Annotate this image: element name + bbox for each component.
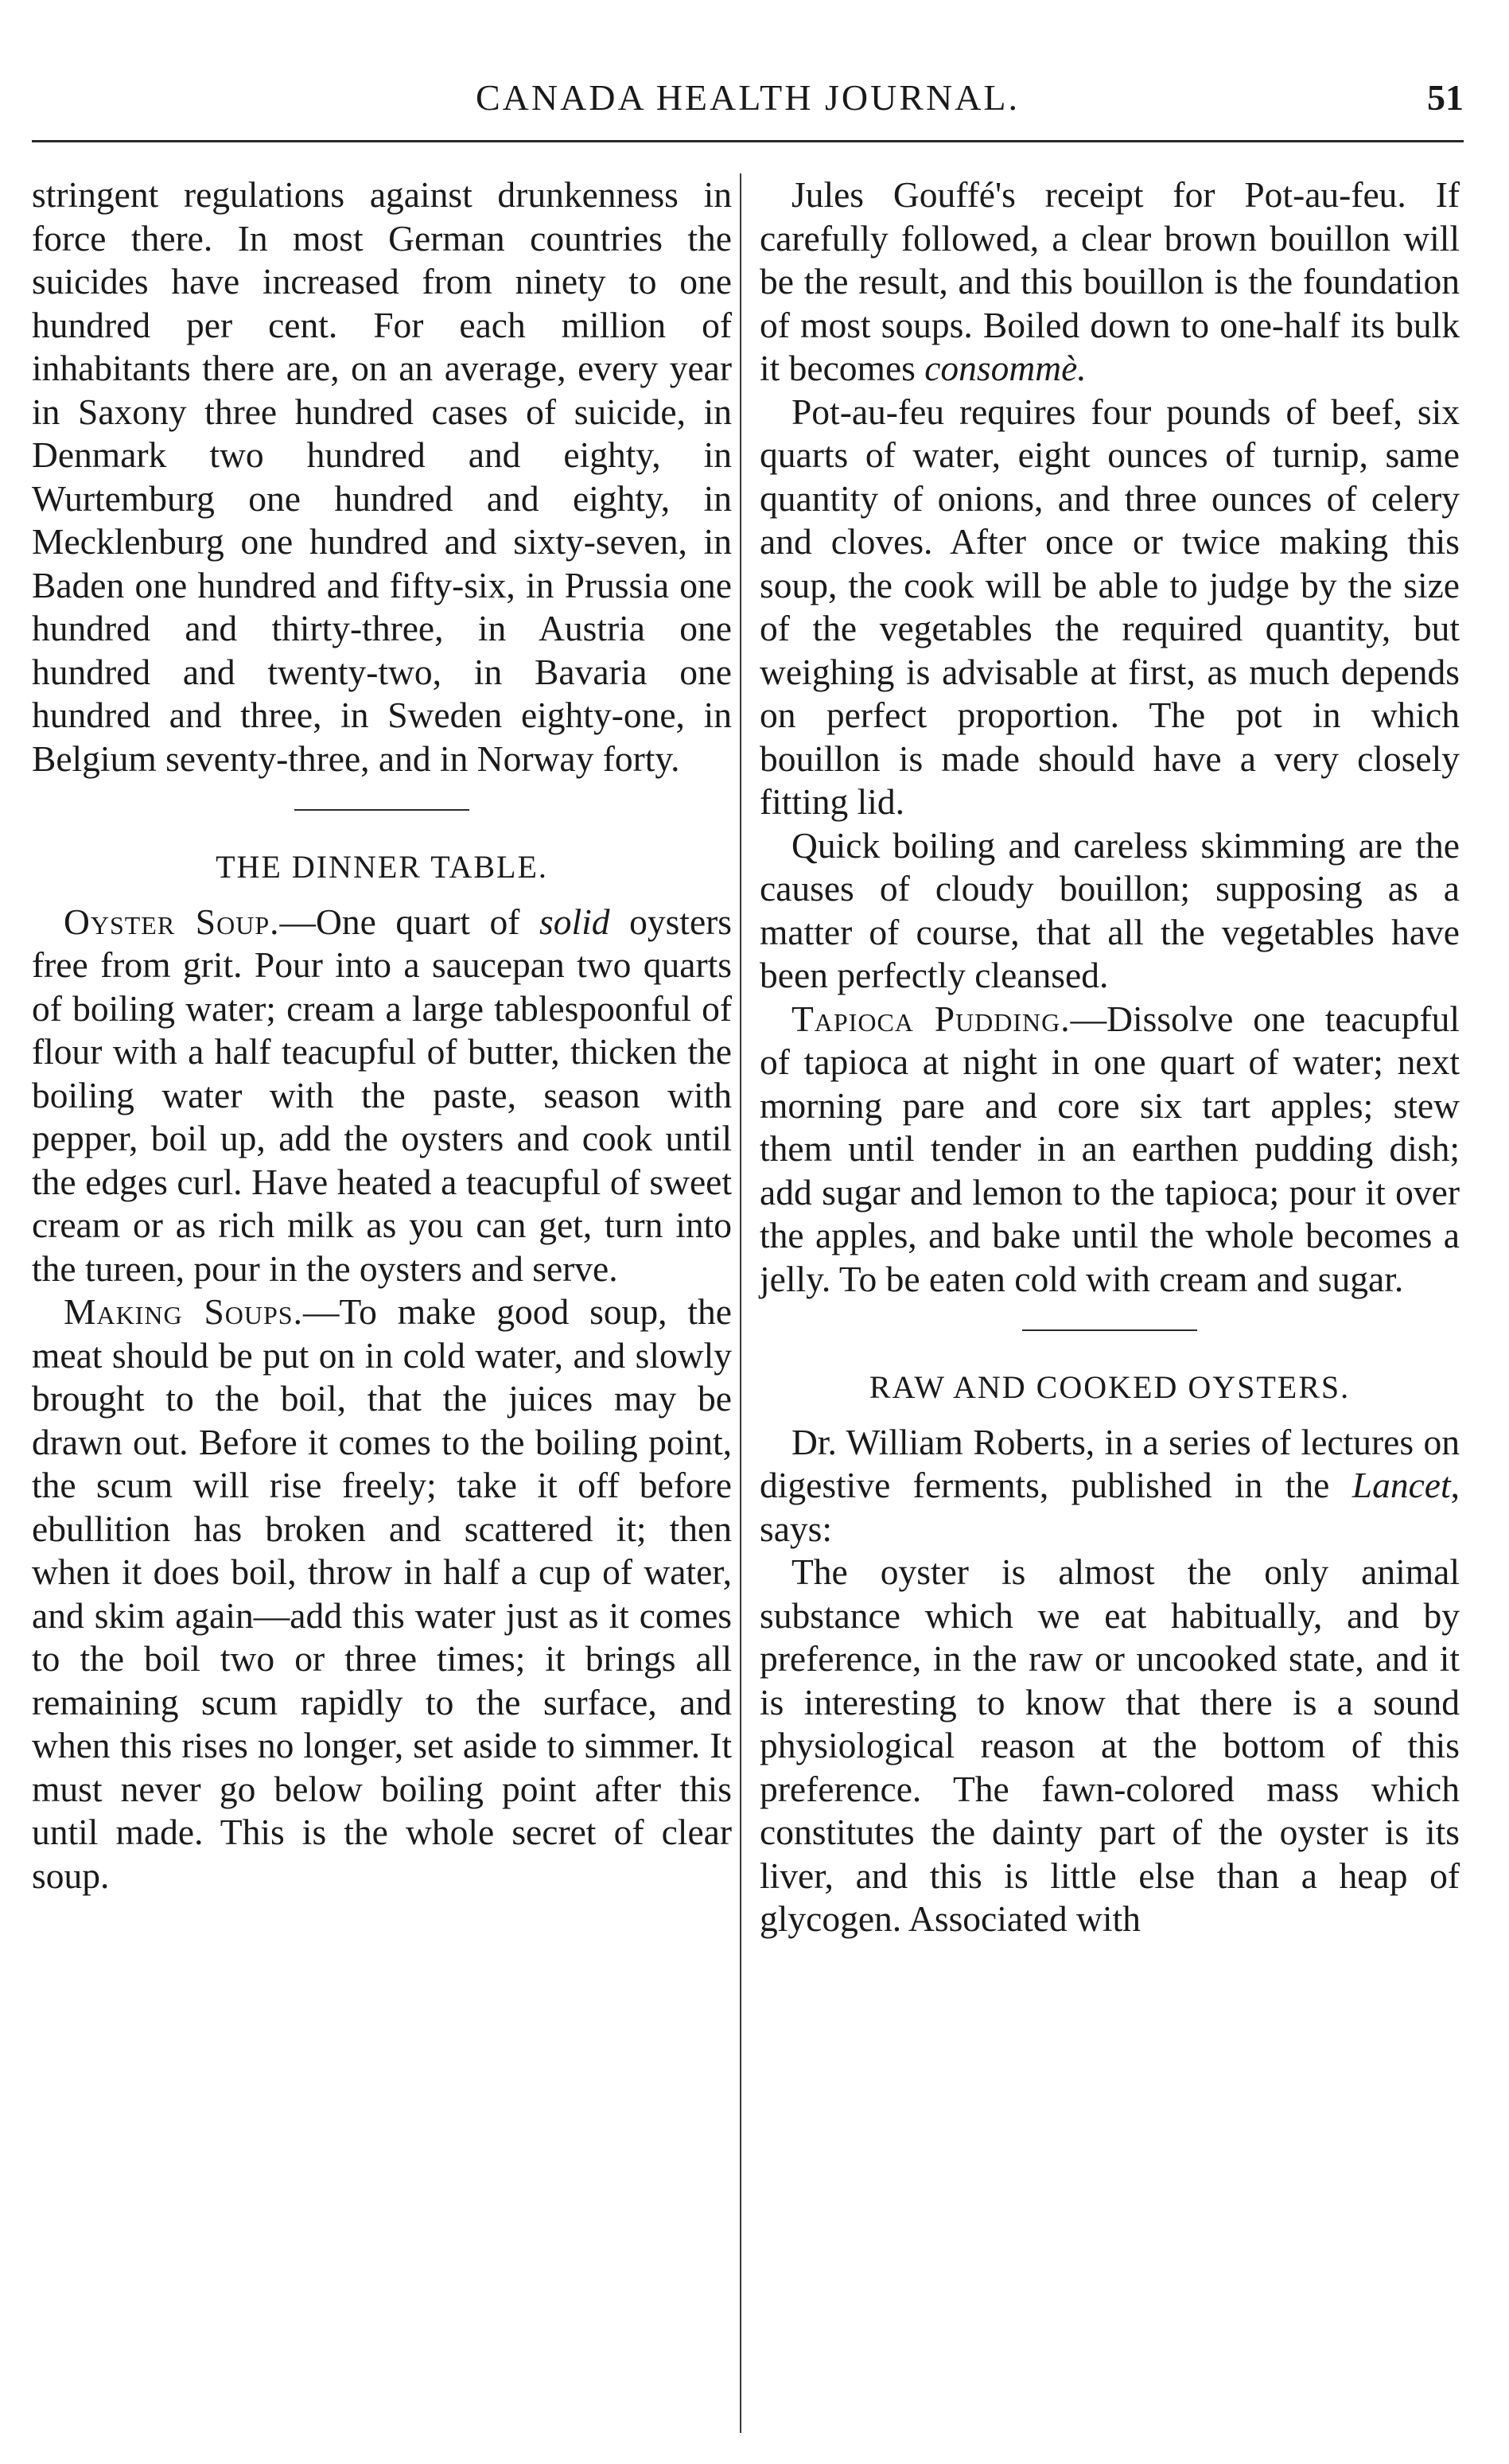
oyster-glycogen-paragraph: The oyster is almost the only animal substance which we eat habitually, and by preference, in the raw or uncooked state, and it is interesting to know that there is a sound physiological reason at the bottom of this preference. The fawn-colored mass which constitutes the dainty part of the oyster is its liver, and this is little else than a heap of glycogen. Associated with bbox=[760, 1551, 1460, 1939]
section-divider bbox=[1022, 1329, 1197, 1331]
oyster-soup-heading: Oyster Soup. bbox=[64, 901, 280, 942]
page-number: 51 bbox=[1427, 77, 1464, 118]
making-soups-recipe: Making Soups.—To make good soup, the meat should be put on in cold water, and slowly brought to the boil, that the juices may be drawn out. Before it comes to the boiling point, the scum will rise freely; take it off before ebullition has broken and scattered it; then when it does boil, throw in half a cup of water, and skim again—add this water just as it comes to the boil two or three times; it brings all remaining scum rapidly to the surface, and when this rises no longer, set aside to simmer. It must never go below boiling point after this until made. This is the whole secret of clear soup. bbox=[32, 1291, 732, 1896]
column-divider bbox=[740, 173, 741, 2433]
solid-emphasis: solid bbox=[539, 901, 610, 942]
bouillon-note: Quick boiling and careless skimming are the causes of cloudy bouillon; supposing as a matter of course, that all the vegetables have been perfectly cleansed. bbox=[760, 824, 1460, 995]
running-head bbox=[32, 76, 1464, 132]
journal-title: CANADA HEALTH JOURNAL. bbox=[475, 77, 1021, 118]
pot-au-feu-ingredients: Pot-au-feu requires four pounds of beef, six quarts of water, eight ounces of turnip, same quantity of onions, and three ounces of celery and cloves. After once or twice making this soup, the cook will be able to judge by the size of the vegetables the required quantity, but weighing is advisable at first, as much depends on perfect proportion. The pot in which bouillon is made should have a very closely fitting lid. bbox=[760, 391, 1460, 822]
suicide-statistics-paragraph: stringent regulations against drunkenness in force there. In most German countries the suicides have increased from ninety to one hundred per cent. For each million of inhabitants there are, on an average, every year in Saxony three hundred cases of suicide, in Denmark two hundred and eighty, in Wurtemburg one hundred and eighty, in Mecklenburg one hundred and sixty-seven, in Baden one hundred and fifty-six, in Prussia one hundred and thirty-three, in Austria one hundred and twenty-two, in Bavaria one hundred and three, in Sweden eighty-one, in Belgium seventy-three, and in Norway forty. bbox=[32, 174, 732, 779]
right-column bbox=[760, 173, 1460, 1941]
pot-au-feu-intro: Jules Gouffé's receipt for Pot-au-feu. If carefully followed, a clear brown bouillon will be the result, and this bouillon is the foundation of most soups. Boiled down to one-half its bulk it becomes consommè. bbox=[760, 174, 1460, 388]
header-rule bbox=[32, 140, 1464, 142]
section-divider bbox=[294, 809, 469, 811]
dinner-table-heading: THE DINNER TABLE. bbox=[216, 849, 548, 885]
left-column bbox=[32, 173, 732, 1898]
tapioca-pudding-heading: Tapioca Pudding. bbox=[791, 998, 1071, 1039]
roberts-intro: Dr. William Roberts, in a series of lectures on digestive ferments, published in the Lancet, says: bbox=[760, 1421, 1460, 1549]
lancet-emphasis: Lancet bbox=[1351, 1465, 1451, 1505]
making-soups-heading: Making Soups. bbox=[64, 1291, 303, 1332]
tapioca-pudding-recipe: Tapioca Pudding.—Dissolve one teacupful of tapioca at night in one quart of water; next morning pare and core six tart apples; stew them until tender in an earthen pudding dish; add sugar and lemon to the tapioca; pour it over the apples, and bake until the whole becomes a jelly. To be eaten cold with cream and sugar. bbox=[760, 998, 1460, 1299]
oyster-soup-recipe: Oyster Soup.—One quart of solid oysters free from grit. Pour into a saucepan two quarts of boiling water; cream a large tablespoonful of flour with a half teacupful of butter, thicken the boiling water with the paste, season with pepper, boil up, add the oysters and cook until the edges curl. Have heated a teacupful of sweet cream or as rich milk as you can get, turn into the tureen, pour in the oysters and serve. bbox=[32, 901, 732, 1289]
consomme-emphasis: consommè. bbox=[924, 348, 1087, 388]
raw-cooked-oysters-heading: RAW AND COOKED OYSTERS. bbox=[869, 1369, 1351, 1405]
